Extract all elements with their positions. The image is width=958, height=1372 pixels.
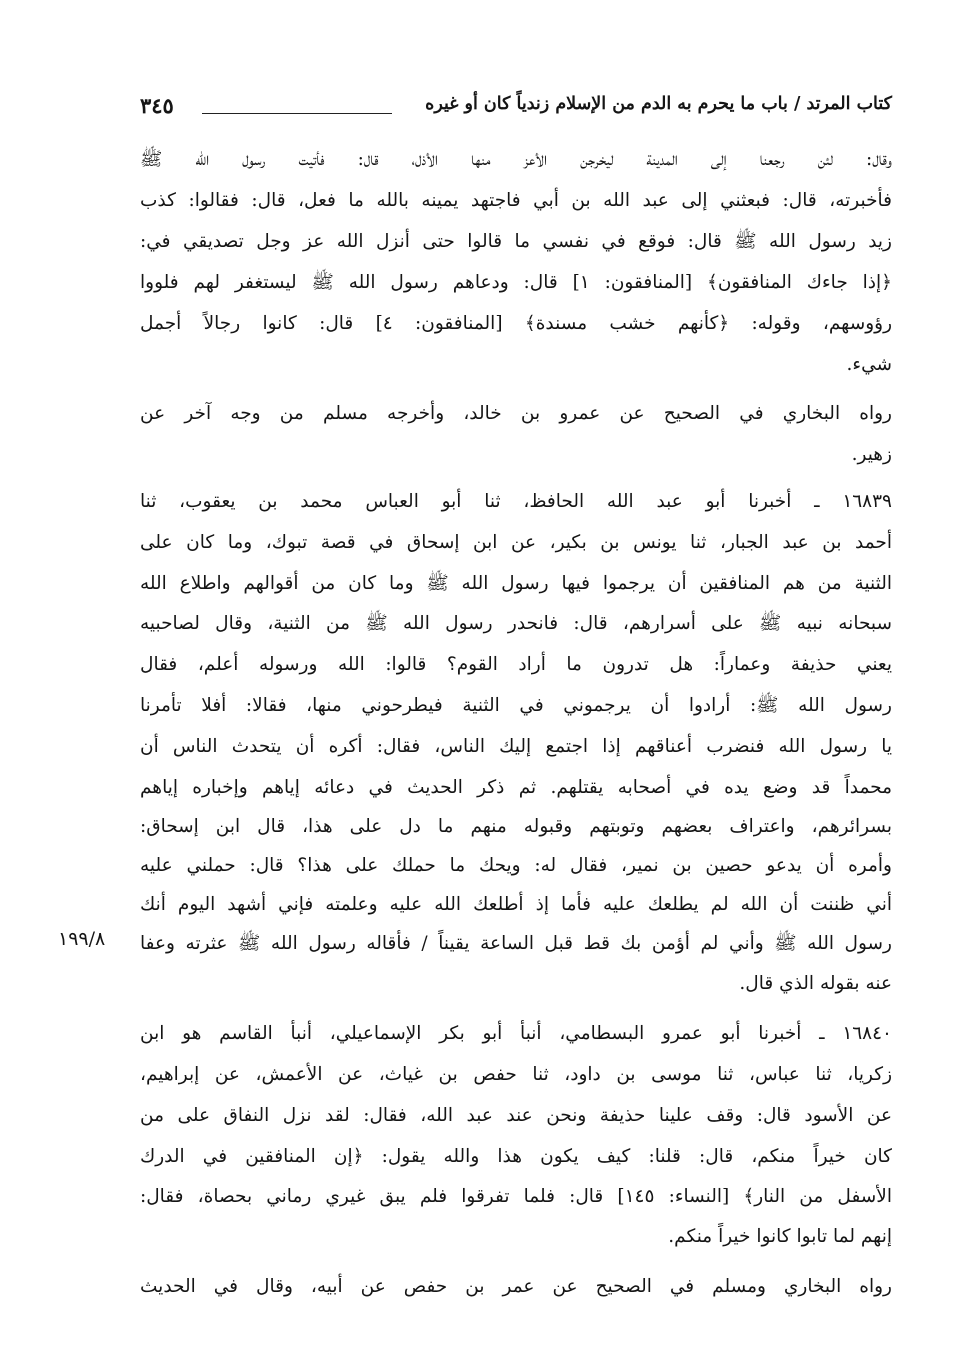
hadith-16840-line: ١٦٨٤٠ ـ أخبرنا أبو عمرو البسطامي، أنبأ أبو بكر الإسماعيلي، أنبأ القاسم هو ابن bbox=[140, 1023, 892, 1044]
running-header bbox=[140, 90, 892, 130]
text-line: شيء. bbox=[846, 354, 892, 375]
header-rule bbox=[202, 113, 392, 114]
text-line: أحمد بن عبد الجبار، ثنا يونس بن بكير، عن ابن إسحاق في قصة تبوك، وما كان على bbox=[140, 532, 892, 553]
text-line: كان خيراً منكم، قال: قلنا: كيف يكون هذا والله يقول: ﴿إن المنافقين في الدرك bbox=[140, 1146, 892, 1167]
text-line: رسول الله ﷺ: أرادوا أن يرجموني في الثنية فيطرحوني منها، فقالا: أفلا تأمرنا bbox=[140, 695, 892, 716]
running-header-title: كتاب المرتد / باب ما يحرم به الدم من الإسلام زندياً كان أو غيره bbox=[425, 94, 892, 114]
text-line: زكريا، ثنا عباس، ثنا موسى بن داود، ثنا حفص بن غياث، عن الأعمش، عن إبراهيم، bbox=[140, 1064, 892, 1085]
hadith-16839-line: ١٦٨٣٩ ـ أخبرنا أبو عبد الله الحافظ، ثنا أبو العباس محمد بن يعقوب، ثنا bbox=[140, 491, 892, 512]
text-line: زهير. bbox=[851, 444, 892, 465]
text-line: أني ظننت أن الله لم يطلعك عليه فأما إذ أطلعك الله عليه وعلمته فإني أشهد اليوم أنك bbox=[140, 894, 892, 915]
text-line: زيد رسول الله ﷺ قال: فوقع في نفسي ما قالوا حتى أنزل الله عز وجل تصديقي في: bbox=[140, 231, 892, 252]
text-line: ﴿إذا جاءك المنافقون﴾ [المنافقون: ١] قال: ودعاهم رسول الله ﷺ ليستغفر لهم فلووا bbox=[140, 272, 892, 293]
text-line: رؤوسهم، وقوله: ﴿كأنهم خشب مسندة﴾ [المنافقون: ٤] قال: كانوا رجالاً أجمل bbox=[140, 313, 893, 334]
text-line: رواه البخاري في الصحيح عن عمرو بن خالد، وأخرجه مسلم من وجه آخر عن bbox=[140, 403, 892, 424]
text-line: وقال: لئن رجعنا إلى المدينة ليخرجن الأعز منها الأذل، قال: فأتيت رسول الله ﷺ bbox=[140, 149, 892, 170]
margin-reference: ١٩٩/٨ bbox=[58, 928, 106, 950]
text-line: الثنية من هم المنافقين أن يرجموا فيها رسول الله ﷺ وما كان من أقوالهم واطلاع الله bbox=[140, 573, 892, 594]
text-line: إنهم لما تابوا كانوا خيراً منكم. bbox=[668, 1226, 892, 1247]
page-number: ٣٤٥ bbox=[140, 93, 174, 118]
text-line: بسرائرهم، واعتراف بعضهم وتوبتهم وقبوله منهم ما دل على هذا، قال ابن إسحاق: bbox=[140, 816, 892, 837]
text-line: عن الأسود قال: وقف علينا حذيفة ونحن عند عبد الله، فقال: لقد نزل النفاق على من bbox=[140, 1105, 892, 1126]
text-line: فأخبرته، قال: فبعثني إلى عبد الله بن أبي فاجتهد يمينه بالله ما فعل، قال: فقالوا: كذب bbox=[140, 190, 892, 211]
text-line: رواه البخاري ومسلم في الصحيح عن عمر بن حفص عن أبيه، وقال في الحديث bbox=[140, 1276, 892, 1297]
text-line: سبحانه نبيه ﷺ على أسرارهم، قال: فانحدر رسول الله ﷺ من الثنية، وقال لصاحبيه bbox=[140, 613, 892, 634]
text-line: يعني حذيفة وعماراً: هل تدرون ما أراد القوم؟ قالوا: الله ورسوله أعلم، فقال bbox=[140, 654, 892, 675]
text-line: عنه بقوله الذي قال. bbox=[739, 973, 892, 994]
text-line: الأسفل من النار﴾ [النساء: ١٤٥] قال: فلما تفرقوا فلم يبق غيري رماني بحصاة، فقال: bbox=[140, 1186, 892, 1207]
text-line: يا رسول الله فنضرب أعناقهم إذا اجتمع إليك الناس، فقال: أكره أن يتحدث الناس أن bbox=[140, 736, 892, 757]
text-line: رسول الله ﷺ وأني لم أؤمن بك قط قبل الساعة يقيناً / فأقاله رسول الله ﷺ عثرته وعفا bbox=[140, 933, 892, 954]
text-line: محمداً قد وضع يده في أصحابه يقتلهم. ثم ذكر الحديث في دعائه إياهم وإخباره إياهم bbox=[140, 777, 892, 798]
text-line: وأمره أن يدعو حصين بن نمير، فقال له: ويحك ما حملك على هذا؟ قال: حملني عليه bbox=[140, 855, 892, 876]
